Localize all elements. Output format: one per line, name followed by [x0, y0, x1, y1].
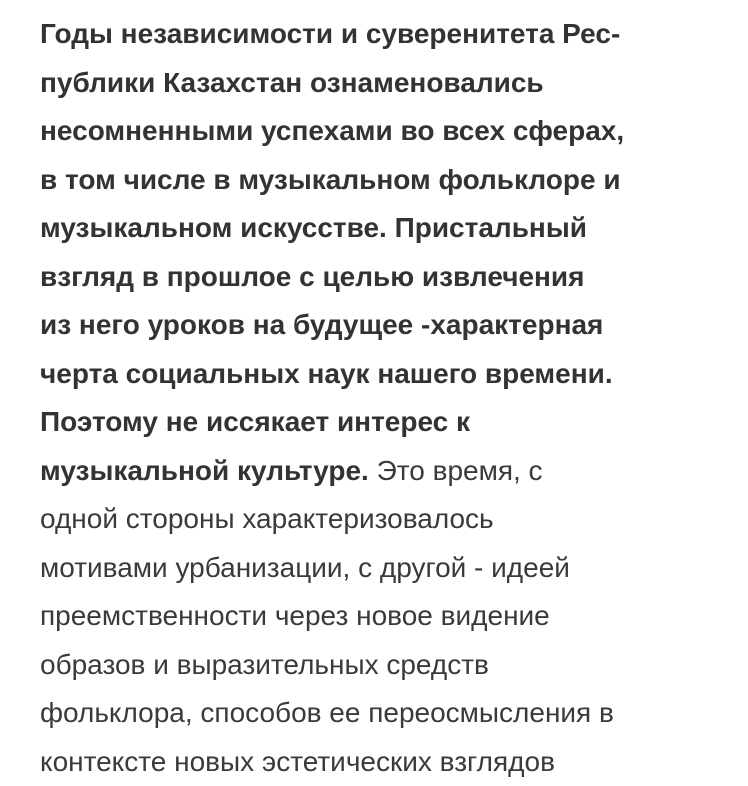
text-line: одной стороны характеризовалось [40, 495, 730, 544]
text-line: мотивами урбанизации, с другой - идеей [40, 544, 730, 593]
text-line: Годы независимости и суверенитета Рес- [40, 10, 730, 59]
text-line: фольклора, способов ее переосмысления в [40, 689, 730, 738]
regular-fragment: Это время, с [369, 455, 543, 486]
text-line: музыкальном искусстве. Пристальный [40, 204, 730, 253]
text-line: взгляд в прошлое с целью извлечения [40, 253, 730, 302]
text-line: черта социальных наук нашего времени. [40, 350, 730, 399]
text-line: несомненными успехами во всех сферах, [40, 107, 730, 156]
article-text [40, 10, 730, 786]
text-line: преемственности через новое видение [40, 592, 730, 641]
text-line: контексте новых эстетических взглядов [40, 738, 730, 786]
text-line: публики Казахстан ознаменовались [40, 59, 730, 108]
text-line: Поэтому не иссякает интерес к [40, 398, 730, 447]
mixed-text-line [40, 447, 730, 496]
text-line: из него уроков на будущее -характерная [40, 301, 730, 350]
text-line: в том числе в музыкальном фольклоре и [40, 156, 730, 205]
bold-fragment: музыкальной культуре. [40, 455, 369, 486]
text-line: образов и выразительных средств [40, 641, 730, 690]
